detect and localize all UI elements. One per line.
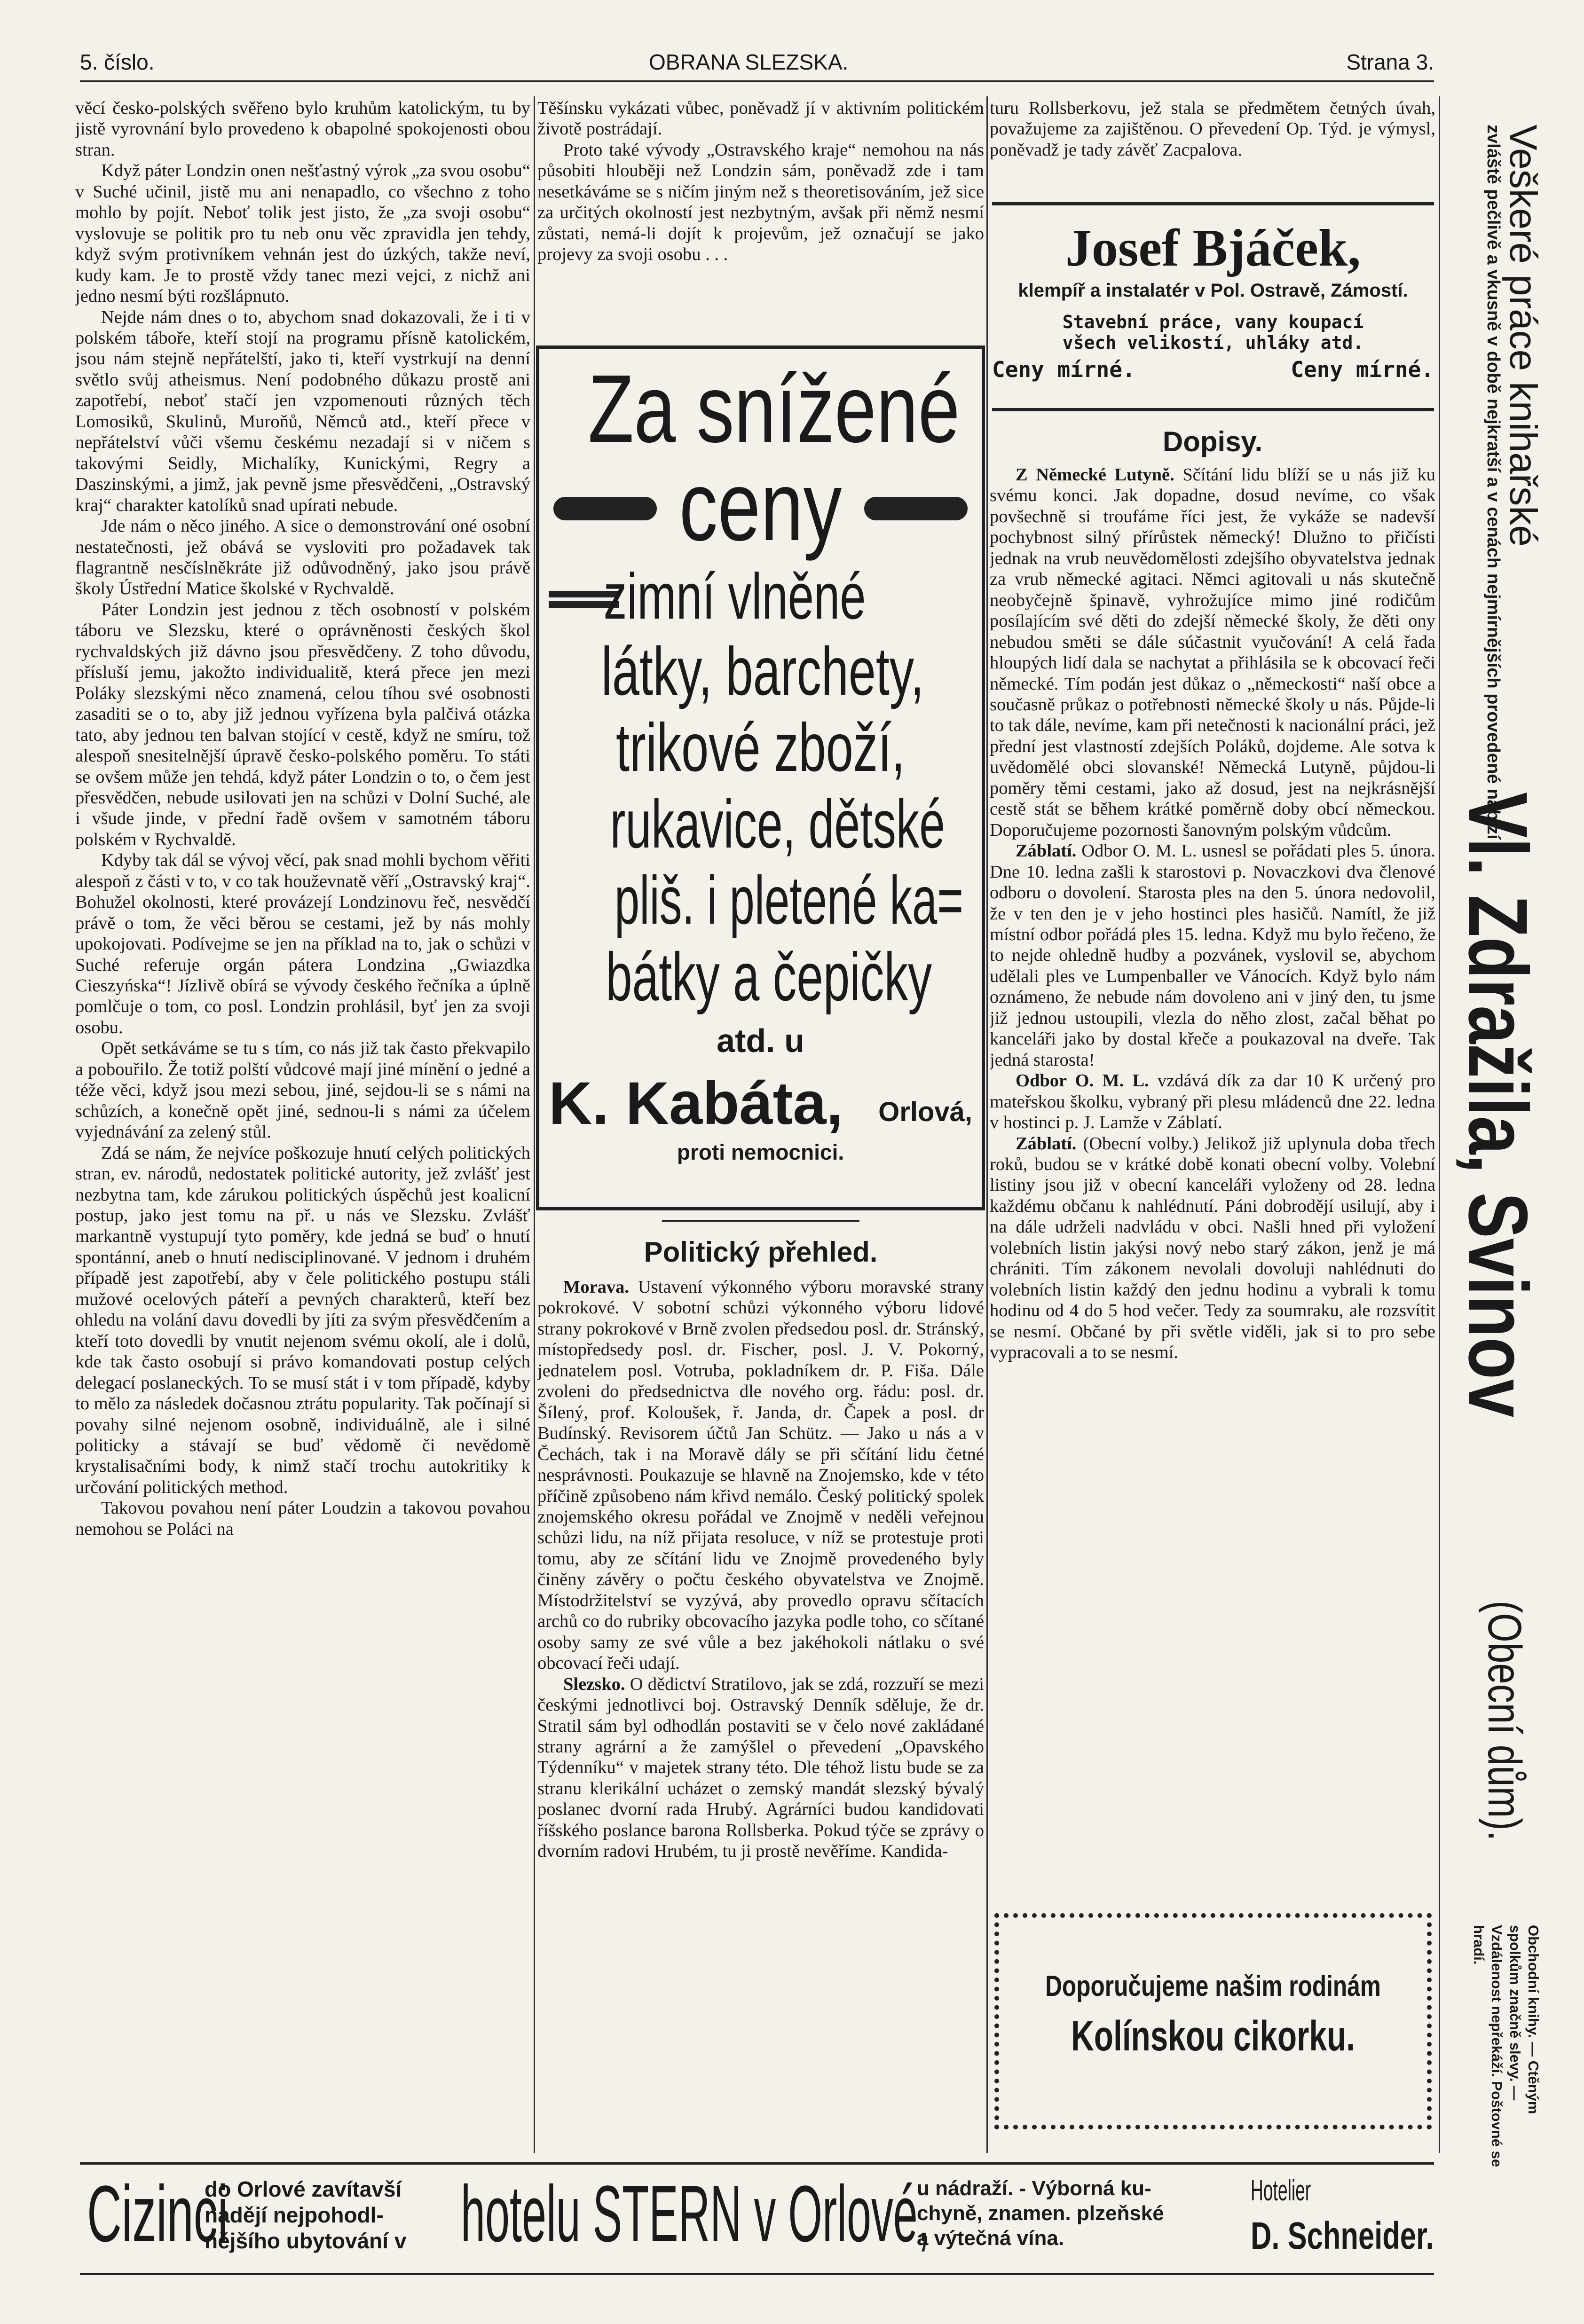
article-column-2-top: [537, 98, 984, 328]
advert-price: Ceny mírné.: [1291, 357, 1434, 382]
footer-big-text: Cizinci: [87, 2169, 229, 2259]
column-rule-2: [986, 96, 988, 2153]
paragraph: Nejde nám dnes o to, abychom snad dokazovali, že i ti v polském táboře, kteří stojí na programu přísně katolickém, jsou nám stejně nepřátelští, jako ti, kteří vystrkují na denní světlo svůj atheismus. Není podobného důkazu prostě ani zapotřebí, neboť stačí jen vzpomenouti různých těch Lomosiků, Skulinů, Muroňů, Němců atd., kteří přece v nepřátelství vůči všemu českému nezadají si v ničem s takovými Seidly, Michalíky, Kunickými, Regry a Daszinskými, a jimž, jak pevně jsme přesvědčeni, „Ostravský kraj“ charakter katolíků snad upírati nebude.: [75, 307, 530, 515]
advert-line: Kolínskou cikorku.: [1071, 2013, 1355, 2060]
footer-advert-hotel: [80, 2162, 1434, 2275]
lead-word: Morava.: [563, 1277, 630, 1297]
footer-line: a výtečná vína.: [917, 2226, 1064, 2250]
advert-line: pliš. i pletené ka=: [614, 862, 964, 939]
advert-kabat: [536, 345, 985, 1210]
footer-big-text: hotelu STERN v Orlové,: [461, 2169, 930, 2259]
paragraph: Jde nám o něco jiného. A sice o demonstrování oné osobní nestatečnosti, jež obává se vysloviti pro požadavek tak flagrantně nesčíslněkráte již odůvodněný, jako jsou právě školy Ústřední Matice školské v Rychvaldě.: [75, 516, 530, 599]
footer-line: u nádraží. - Výborná ku-: [917, 2177, 1151, 2200]
paragraph: věcí česko-polských svěřeno bylo kruhům katolickým, tu by jistě vyrovnání bylo provedeno k obapolné spokojenosti obou stran.: [75, 98, 530, 160]
sidebar-line: Veškeré práce knihařské: [1502, 125, 1545, 547]
paragraph: (Obecní volby.) Jelikož již uplynula doba třech roků, budou se v krátké době konati obecní volby. Volební listiny jsou již v obecní kanceláři vyloženy od 28. ledna každému občanu k nahlédnutí. Páni dobrodějí usilují, aby i na dále udrželi nadvládu v obci. Našli hned při vyložení volebních listin jakýsi nový nebo starý zákon, jenž je má chrániti. Tím zákonem nevolali dovoluji nahlédnuti do volebních listin každý den jednu hodinu a vybrali k tomu hodinu od 4 do 5 hod večer. Tedy za soumraku, ale rozsvítit se nesmí. Občané by při světle viděli, jak si to pro sebe vypracovali a to se nesmí.: [990, 1133, 1435, 1363]
paragraph: Ustavení výkonného výboru moravské strany pokrokové. V sobotní schůzi výkonného výboru lidové strany pokrokové v Brně zvolen předsedou posl. dr. Stránský, místopředsedy posl. dr. Fischer, posl. J. V. Pokorný, jednatelem posl. Votruba, pokladníkem dr. P. Fiša. Dále zvoleni do předsednictva dle nového org. řádu: posl. dr. Šílený, prof. Koloušek, ř. Janda, dr. Čapek a posl. dr Budínský. Revisorem účtů Jan Schütz. — Jako u nás a v Čechách, tak i na Moravě dály se při sčítání lidu četné nesprávnosti. Poukazuje se hlavně na Znojemsko, kde v této příčině způsobeno nám křivd nemálo. Český politický spolek znojemského okresu pořádal ve Znojmě v neděli veřejnou schůzi lidu, na níž přijata resoluce, v níž se protestuje proti tomu, aby ze sčítání lidu ve Znojmě provedeného byly činěny závěry o počtu českého obyvatelstva ve Znojmě. Místodržitelství se vyzývá, aby provedlo opravu sčítacích archů co do rubriky obcovacího jazyka podle toho, co sčítané osoby samy ze své vůle a bez jakéhokoli nátlaku o své obcovací řeči udají.: [537, 1277, 984, 1673]
sidebar-small: Obchodní knihy. — Ctěným spolkům značně slevy. — Vzdálenost nepřekáží. Poštovné se hradí.: [1470, 1925, 1542, 2167]
lead-word: Z Německé Lutyně.: [1016, 465, 1174, 485]
advert-merchant-name: Josef Bjáček,: [1065, 219, 1361, 277]
divider: [662, 1220, 859, 1222]
page-header: [80, 49, 1434, 82]
lead-word: Záblatí.: [1016, 841, 1077, 861]
advert-line: bátky a čepičky: [606, 938, 932, 1015]
paragraph: Odbor O. M. L. usnesl se pořádati ples 5. února. Dne 10. ledna zašli k starostovi p. Novaczkovi dva členové odboru o dovolení. Starosta ples na den 5. února nedovolil, že v ten den je v jeho hostinci ples hasičů. Namítl, že již místní odbor pořádá ples 15. ledna. Když mu bylo řečeno, že to nejde ohledně hudby a pozvánek, vyslovil se, abychom udělali ples ve Lumpenballer ve Vánocích. Když bylo nám oznámeno, že nebude nám dovoleno ani v jiný den, tu jsme již jednou ustoupili, vlezla do něho zlost, začal běhat po kanceláři jako by dostal křeče a poukazoval na dveře. Tak jedná starosta!: [990, 841, 1435, 1070]
article-column-1: [75, 98, 530, 2157]
paragraph: Zdá se nám, že nejvíce poškozuje hnutí celých politických stran, ev. národů, nedostatek politické autority, jež zvlášť jest nezbytna tam, kde zárukou politických úspěchů jest koalicní postup, jako jest tomu na př. u nás ve Slezsku. Zvlášť markantně vystupují tyto poměry, kde jedná se buď o hnutí spontánní, aneb o hnutí nedisciplinované. V jednom i druhém případě jest zapotřebí, aby v čele politického postupu stáli mužové ocelových páteří a pevných charakterů, kteří bez ohledu na volání davu dovedli by jíti za svým přesvědčením a kteří toto dovedli by vnutit nejenom svému okolí, ale i dolů, kde tak často osobují si právo komandovati postup celých delegací poslaneckých. To se musí stát i v tom případě, kdyby to mělo za následek dočasnou ztrátu popularity. Tak počínají si povahy silné nejenom osobně, individuálně, ale i silné politicky a stávají se buď vědomě či nevědomě krystalisačními body, k nimž stačí trochu autokritiky k určování politických method.: [75, 1143, 530, 1497]
advert-line: atd. u: [717, 1022, 804, 1059]
advert-merchant-name: K. Kabáta,: [549, 1069, 843, 1137]
paragraph: Takovou povahou není páter Loudzin a takovou povahou nemohou se Poláci na: [75, 1498, 530, 1539]
paragraph: O dědictví Stratilovo, jak se zdá, rozzuří se mezi českými jednotlivci boj. Ostravský Denník sděluje, že dr. Stratil sám byl odhodlán postaviti se v čelo nové zakládané strany agrární a že zamýšlel o převedení „Opavského Týdenníku“ v majetek strany této. Dle téhož listu bude se za stranu klerikální ucházet o zemský mandát slezský bývalý poslanec dvorní rada Hrubý. Agrárníci budou kandidovati říšského poslance barona Rollsberka. Pokud týče se zprávy o dvorním radovi Hrubém, tu ji prostě nevěříme. Kandida-: [537, 1674, 984, 1861]
advert-line: zimní vlněné: [603, 560, 866, 633]
advert-line: rukavice, dětské: [610, 785, 946, 862]
advert-town: Orlová,: [878, 1096, 972, 1127]
lead-word: Odbor O. M. L.: [1016, 1071, 1149, 1091]
advert-line: Stavební práce, vany koupací: [1062, 312, 1364, 332]
advert-bjacek: [992, 202, 1434, 411]
section-title: Dopisy.: [1162, 426, 1263, 457]
sidebar-line: zvláště pečlivě a vkusně v době nejkratší a v cenách nejmírnějších provedené nabízí: [1483, 125, 1503, 840]
lead-word: Záblatí.: [1016, 1133, 1077, 1154]
advert-subtitle: klempíř a instalatér v Pol. Ostravě, Zámostí.: [1018, 280, 1408, 301]
advert-line: Doporučujeme našim rodinám: [1045, 1970, 1381, 2002]
footer-line: do Orlové zavítavší: [205, 2177, 402, 2201]
ornament-right-icon: [864, 497, 968, 520]
paragraph: Proto také vývody „Ostravského kraje“ nemohou na nás působiti hlouběji než Londzin sám, poněvadž zde i tam nesetkáváme se s ničím jiným než s theoretisováním, jež sice za určitých okolností jest nezbytným, avšak při němž nesmí zůstati, nemá-li dojít k projevům, jež označují se jako projevy za svoji osobu . . .: [537, 140, 984, 265]
footer-line: nadějí nejpohodl-: [205, 2203, 384, 2228]
advert-line: trikové zboží,: [615, 709, 906, 786]
paragraph: Sčítání lidu blíží se u nás již ku svému konci. Jak dopadne, dosud nevíme, co však povšechně si troufáme říci jest, že vykáže se nadevší pochybnost silný přírůstek německý! Dlužno to přičísti jednak na vrub neuvědomělosti zdejšího obyvatelstva jednak za vrub německé agitaci. Němci agitovali u nás skutečně neobyčejně špinavě, vyhrožujíce mimo jiné rodičům posílajícím své děti do zdejší německé školy, že děti ony nebudou směti se dále súčastnit vyučování! A celá řada hloupých lidí dala se nachytat a přihlásila se k obcovací řeči německé. Tím podán jest důkaz o „německosti“ naší obce a současně průkaz o potřebnosti německé školy u nás. Půjde-li to tak dále, nevíme, kam při netečnosti k nacionální práci, jež přední jest vlastností zdejších Poláků, dojdeme. Ale sotva k uvědomělé obci slovanské! Německá Lutyně, půjdou-li poměry těmi cestami, jako až dosud, jest na nejkrásnější cestě stát se během krátké poměrně doby obcí německou. Doporučujeme pozornosti šanovným polským vůdcům.: [990, 465, 1435, 840]
paragraph: vzdává dík za dar 10 K určený pro mateřskou školku, vybraný při plesu mládenců dne 22. ledna v hostinci p. J. Lamže v Záblatí.: [990, 1071, 1435, 1133]
paragraph: Když páter Londzin onen nešťastný výrok „za svou osobu“ v Suché učinil, jistě mu ani nenapadlo, co všechno z toho mohlo by pojít. Neboť tolik jest jisto, že „za svoji osobu“ vyslovuje se politik pro tu neb onu věc zpravidla jen tehdy, když svým protivníkem vehnán jest do úzkých, takže neví, kudy kam. Je to prostě vždy tanec mezi vejci, z nichž ani jedno nesmí býti rozšlápnuto.: [75, 161, 530, 306]
footer-line: Hotelier: [1251, 2175, 1311, 2207]
column-rule-1: [534, 96, 535, 2153]
advert-price: Ceny mírné.: [992, 357, 1135, 382]
footer-line: nějšího ubytování v: [205, 2229, 407, 2253]
paragraph: Kdyby tak dál se vývoj věcí, pak snad mohli bychom věřiti alespoň z části v to, v co tak houževnatě věří „Ostravský kraj“. Bohužel okolnosti, které provázejí Londzinovu řeč, nesvědčí právě o tom, že věci běrou se cestami, jež by nás mohly upokojovati. Podívejme se jen na příklad na to, jak o schůzi v Suché referuje orgán pátera Londzina „Gwiazdka Cieszyńska“! Jízlivě obírá se vývody českého řečníka a úplně pomlčuje o tom, co posl. Londzin prohlásil, byť jen za svoji osobu.: [75, 850, 530, 1037]
article-column-3-top: [990, 98, 1435, 192]
dopisy-body: [990, 464, 1435, 1363]
section-title: Politický přehled.: [644, 1236, 878, 1268]
footer-owner: D. Schneider.: [1251, 2214, 1434, 2257]
section-dopisy: [990, 425, 1435, 1892]
politicky-body: [537, 1277, 984, 1862]
issue-number: 5. číslo.: [80, 50, 155, 74]
advert-address: proti nemocnici.: [677, 1139, 844, 1164]
page-number: Strana 3.: [1346, 50, 1434, 74]
section-politicky: [537, 1220, 984, 2155]
footer-line: chyně, znamen. plzeňské: [917, 2201, 1164, 2225]
lead-word: Slezsko.: [563, 1674, 625, 1694]
sidebar-line: (Obecní dům).: [1478, 1601, 1531, 1841]
sidebar-name: Vl. Zdražila, Svinov: [1451, 792, 1545, 1418]
advert-line: všech velikostí, uhláky atd.: [1062, 332, 1364, 353]
paragraph: Těšínsku vykázati vůbec, poněvadž jí v aktivním politickém životě postrádají.: [537, 98, 984, 139]
paragraph: turu Rollsberkovu, jež stala se předmětem četných úvah, považujeme za zajištěnou. O převedení Op. Týd. je výmysl, poněvadž je tady závěť Zacpalova.: [990, 98, 1435, 160]
advert-line: látky, barchety,: [601, 633, 924, 709]
column-rule-3: [1439, 96, 1440, 2153]
paragraph: Opět setkáváme se tu s tím, co nás již tak často překvapilo a pobouřilo. Že totiž polští vůdcové mají jiné mínění o jedné a téže věci, když jsou mezi sebou, jiné, sejdou-li se s námi na schůzích, a konečně opět jiné, sednou-li s námi za účelem vyjednávání za zelený stůl.: [75, 1038, 530, 1142]
advert-headline-2: ceny: [679, 451, 842, 561]
sidebar-advert-zdrazil: [1443, 96, 1580, 2167]
newspaper-title: OBRANA SLEZSKA.: [649, 50, 849, 74]
advert-cikorka: [994, 1913, 1432, 2129]
paragraph: Páter Londzin jest jednou z těch osobností v polském táboru ve Slezsku, které o oprávněnosti českých škol rychvaldských již dávno jsou přesvědčeny. Z toho důvodu, přísluší jemu, jakožto individualitě, která přece jen mezi Poláky slezskými něco znamená, celou tíhou své osobnosti zasaditi se o to, aby již jednou vyřízena byla palčivá otázka tato, aby jednou ten balvan stojící v cestě, když ne smíru, tož alespoň snesitelnější úpravě česko-polského poměru. To státi se ovšem může jen tehdá, když páter Londzin o to, o čem jest přesvědčen, nebude usilovati jen na schůzi v Dolní Suché, ale i všude jinde, v přední řadě ovšem v samotném táboru polském v Rychvaldě.: [75, 599, 530, 849]
advert-headline: Za snížené: [588, 355, 960, 463]
